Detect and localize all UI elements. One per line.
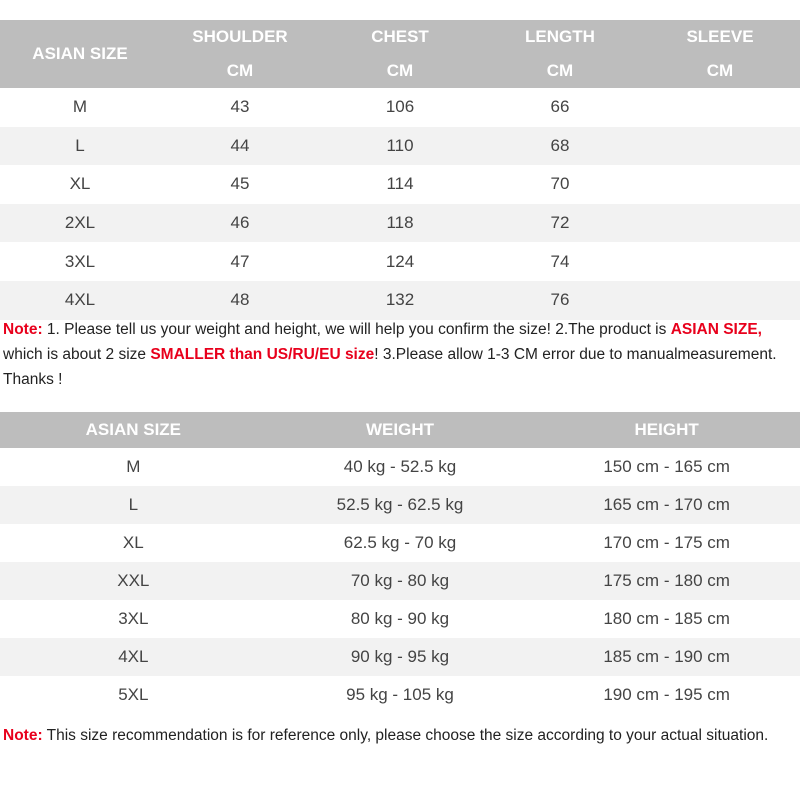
header-height: HEIGHT: [533, 412, 800, 448]
table-cell: 180 cm - 185 cm: [603, 609, 730, 628]
table-cell: 118: [320, 204, 480, 243]
table-row: [0, 204, 800, 243]
table-cell: 185 cm - 190 cm: [533, 638, 800, 676]
note-text: which is about 2 size: [3, 346, 151, 363]
table-cell: 3XL: [118, 609, 149, 628]
table-row: [0, 127, 800, 166]
header-weight: WEIGHT: [267, 412, 534, 448]
table-row: [0, 600, 800, 638]
header-chest: CHEST: [320, 20, 480, 54]
table-cell: 150 cm - 165 cm: [603, 457, 730, 476]
table-row: [0, 281, 800, 320]
table-cell: 66: [550, 97, 570, 117]
table-cell: 47: [230, 251, 250, 271]
table-row: [0, 88, 800, 127]
header-unit: CM: [640, 54, 800, 88]
table-cell: XL: [69, 174, 91, 194]
table-cell: 4XL: [0, 638, 267, 676]
note-highlight: SMALLER than US/RU/EU size: [150, 346, 375, 363]
table-cell: 80 kg - 90 kg: [350, 609, 450, 628]
table-cell: 95 kg - 105 kg: [346, 685, 454, 704]
header-asian-size: ASIAN SIZE: [0, 20, 160, 88]
table-cell: 4XL: [0, 281, 160, 320]
note-label: Note:: [3, 321, 43, 338]
table-cell: 52.5 kg - 62.5 kg: [267, 486, 534, 524]
header-length: LENGTH: [480, 20, 640, 54]
header-unit: CM: [160, 54, 320, 88]
note-text: This size recommendation is for reference only, please choose the size according to your actual situation.: [42, 727, 769, 744]
table-row: [0, 562, 800, 600]
reference-note: [3, 723, 798, 748]
table-cell: 106: [385, 97, 415, 117]
table-cell: [640, 88, 800, 127]
header-unit: CM: [480, 54, 640, 88]
header-asian-size: ASIAN SIZE: [0, 412, 267, 448]
table-cell: M: [126, 457, 141, 476]
table-cell: 70: [550, 174, 570, 194]
table-row: [0, 242, 800, 281]
table-cell: 46: [160, 204, 320, 243]
table-cell: 72: [480, 204, 640, 243]
table-cell: L: [0, 127, 160, 166]
table-cell: M: [72, 97, 88, 117]
table-cell: XXL: [0, 562, 267, 600]
table-cell: 3XL: [64, 251, 96, 271]
table-cell: 190 cm - 195 cm: [603, 685, 730, 704]
table-cell: 44: [160, 127, 320, 166]
table-cell: [640, 242, 800, 281]
table-cell: 70 kg - 80 kg: [267, 562, 534, 600]
table-row: [0, 165, 800, 204]
table-cell: 45: [230, 174, 250, 194]
size-note: [3, 317, 798, 392]
table-cell: 2XL: [0, 204, 160, 243]
table-row: [0, 524, 800, 562]
table-cell: 62.5 kg - 70 kg: [343, 533, 457, 552]
table-cell: [640, 281, 800, 320]
header-unit: CM: [320, 54, 480, 88]
note-text: ! 3.Please allow 1-3 CM error due to manualmeasurement. Thanks !: [3, 346, 777, 388]
note-highlight: ASIAN SIZE,: [670, 321, 762, 338]
note-label: Note:: [3, 727, 43, 744]
size-measurement-table: [0, 20, 800, 320]
table-row: [0, 448, 800, 486]
header-shoulder: SHOULDER: [160, 20, 320, 54]
table-cell: 76: [480, 281, 640, 320]
table-cell: 48: [160, 281, 320, 320]
note-text: 1. Please tell us your weight and height, we will help you confirm the size! 2.The product is: [42, 321, 671, 338]
table-cell: 124: [385, 251, 415, 271]
table-row: [0, 676, 800, 714]
table-row: [0, 638, 800, 676]
table-cell: L: [0, 486, 267, 524]
table-cell: 110: [320, 127, 480, 166]
table-cell: [640, 165, 800, 204]
table-cell: [640, 204, 800, 243]
header-sleeve: SLEEVE: [640, 20, 800, 54]
table-cell: 132: [320, 281, 480, 320]
table-cell: XL: [122, 533, 144, 552]
table-cell: 74: [550, 251, 570, 271]
table-cell: 40 kg - 52.5 kg: [343, 457, 457, 476]
table-cell: 165 cm - 170 cm: [533, 486, 800, 524]
table-row: [0, 486, 800, 524]
table-cell: [640, 127, 800, 166]
table-cell: 175 cm - 180 cm: [533, 562, 800, 600]
table-cell: 68: [480, 127, 640, 166]
table-cell: 90 kg - 95 kg: [267, 638, 534, 676]
table-cell: 5XL: [118, 685, 149, 704]
table-cell: 43: [230, 97, 250, 117]
table-cell: 114: [386, 174, 414, 194]
weight-height-table: [0, 412, 800, 714]
table-cell: 170 cm - 175 cm: [603, 533, 730, 552]
